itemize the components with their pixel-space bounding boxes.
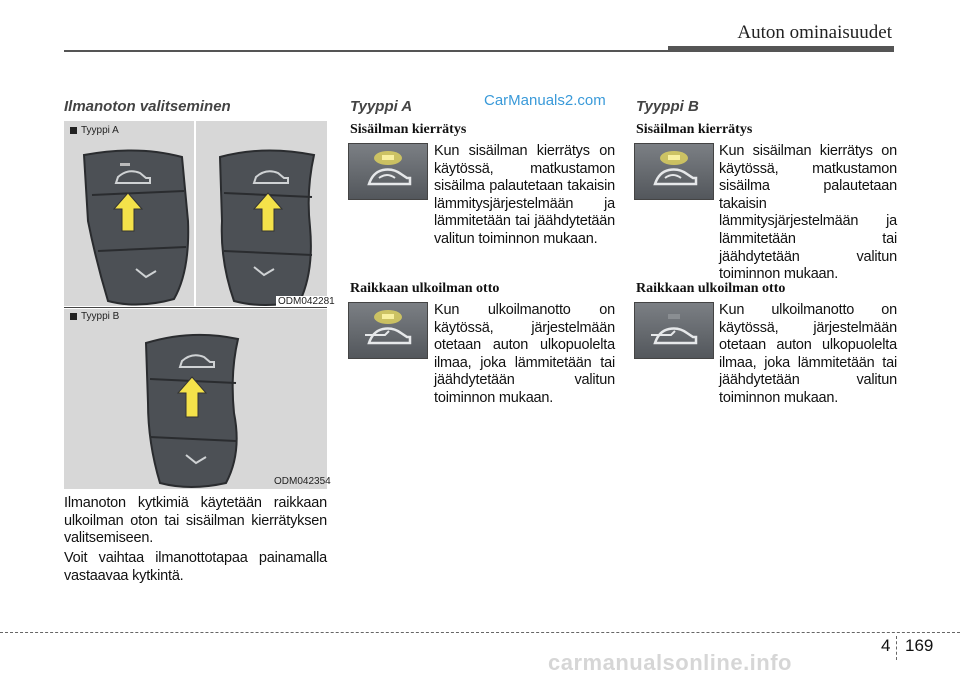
photo-b-code: ODM042354	[274, 476, 331, 487]
fresh-air-icon	[635, 303, 713, 358]
switch-a-right	[220, 150, 314, 305]
type-a-recirc-button-image	[348, 143, 428, 200]
recirculation-icon	[635, 144, 713, 199]
header-rule	[64, 50, 668, 52]
type-a-fresh-button-image	[348, 302, 428, 359]
bullet-square-icon	[70, 313, 77, 320]
header-bar	[668, 46, 894, 52]
page-number-separator	[896, 636, 897, 660]
type-a-fresh-heading: Raikkaan ulkoilman otto	[350, 281, 500, 296]
section-title-type-b: Tyyppi B	[636, 98, 699, 115]
site-watermark: CarManuals2.com	[484, 92, 606, 109]
intro-paragraph: Ilmanoton kytkimiä käytetään raikkaan ulkoilman oton tai sisäilman kierrätyksen valitsemiseen.	[64, 495, 327, 547]
instruction-paragraph: Voit vaihtaa ilmanottotapaa painamalla vastaavaa kytkintä.	[64, 550, 327, 584]
type-b-recirc-heading: Sisäilman kierrätys	[636, 122, 753, 137]
photo-type-a	[64, 121, 327, 306]
photo-type-b	[64, 309, 327, 489]
bottom-watermark: carmanualsonline.info	[548, 650, 792, 675]
type-a-fresh-text: Kun ulkoilmanotto on käytössä, järjestelmään otetaan auton ulkopuolelta ilmaa, joka lämmitetään tai jäähdytetään valitun toiminnon mukaan.	[434, 302, 615, 406]
photo-b-label: Tyyppi B	[70, 311, 119, 322]
switch-illustration-type-a	[64, 121, 327, 306]
chapter-number: 4	[881, 636, 891, 655]
fresh-air-icon	[349, 303, 427, 358]
footer-rule	[0, 632, 960, 633]
type-a-recirc-text: Kun sisäilman kierrätys on käytössä, matkustamon sisäilma palautetaan takaisin lämmitysjärjestelmään ja lämmitetään tai jäähdytetään valitun toiminnon mukaan.	[434, 143, 615, 247]
type-a-recirc-heading: Sisäilman kierrätys	[350, 122, 467, 137]
type-b-recirc-button-image	[634, 143, 714, 200]
photo-a-code: ODM042281	[278, 296, 335, 307]
switch-illustration-type-b	[64, 309, 327, 489]
page-number: 169	[905, 636, 934, 655]
type-b-fresh-text: Kun ulkoilmanotto on käytössä, järjestelmään otetaan auton ulkopuolelta ilmaa, joka lämmitetään tai jäähdytetään valitun toiminnon mukaan.	[719, 302, 897, 406]
type-b-fresh-button-image	[634, 302, 714, 359]
section-title-intake: Ilmanoton valitseminen	[64, 98, 231, 115]
type-b-recirc-text: Kun sisäilman kierrätys on käytössä, matkustamon sisäilma palautetaan takaisin lämmitysjärjestelmään ja lämmitetään tai jäähdytetään valitun toiminnon mukaan.	[719, 143, 897, 283]
running-header: Auton ominaisuudet	[737, 22, 892, 43]
switch-a-left	[84, 150, 188, 304]
recirculation-icon	[349, 144, 427, 199]
type-b-fresh-heading: Raikkaan ulkoilman otto	[636, 281, 786, 296]
photo-a-label: Tyyppi A	[70, 125, 119, 136]
photo-separator	[64, 307, 327, 308]
section-title-type-a: Tyyppi A	[350, 98, 413, 115]
bullet-square-icon	[70, 127, 77, 134]
